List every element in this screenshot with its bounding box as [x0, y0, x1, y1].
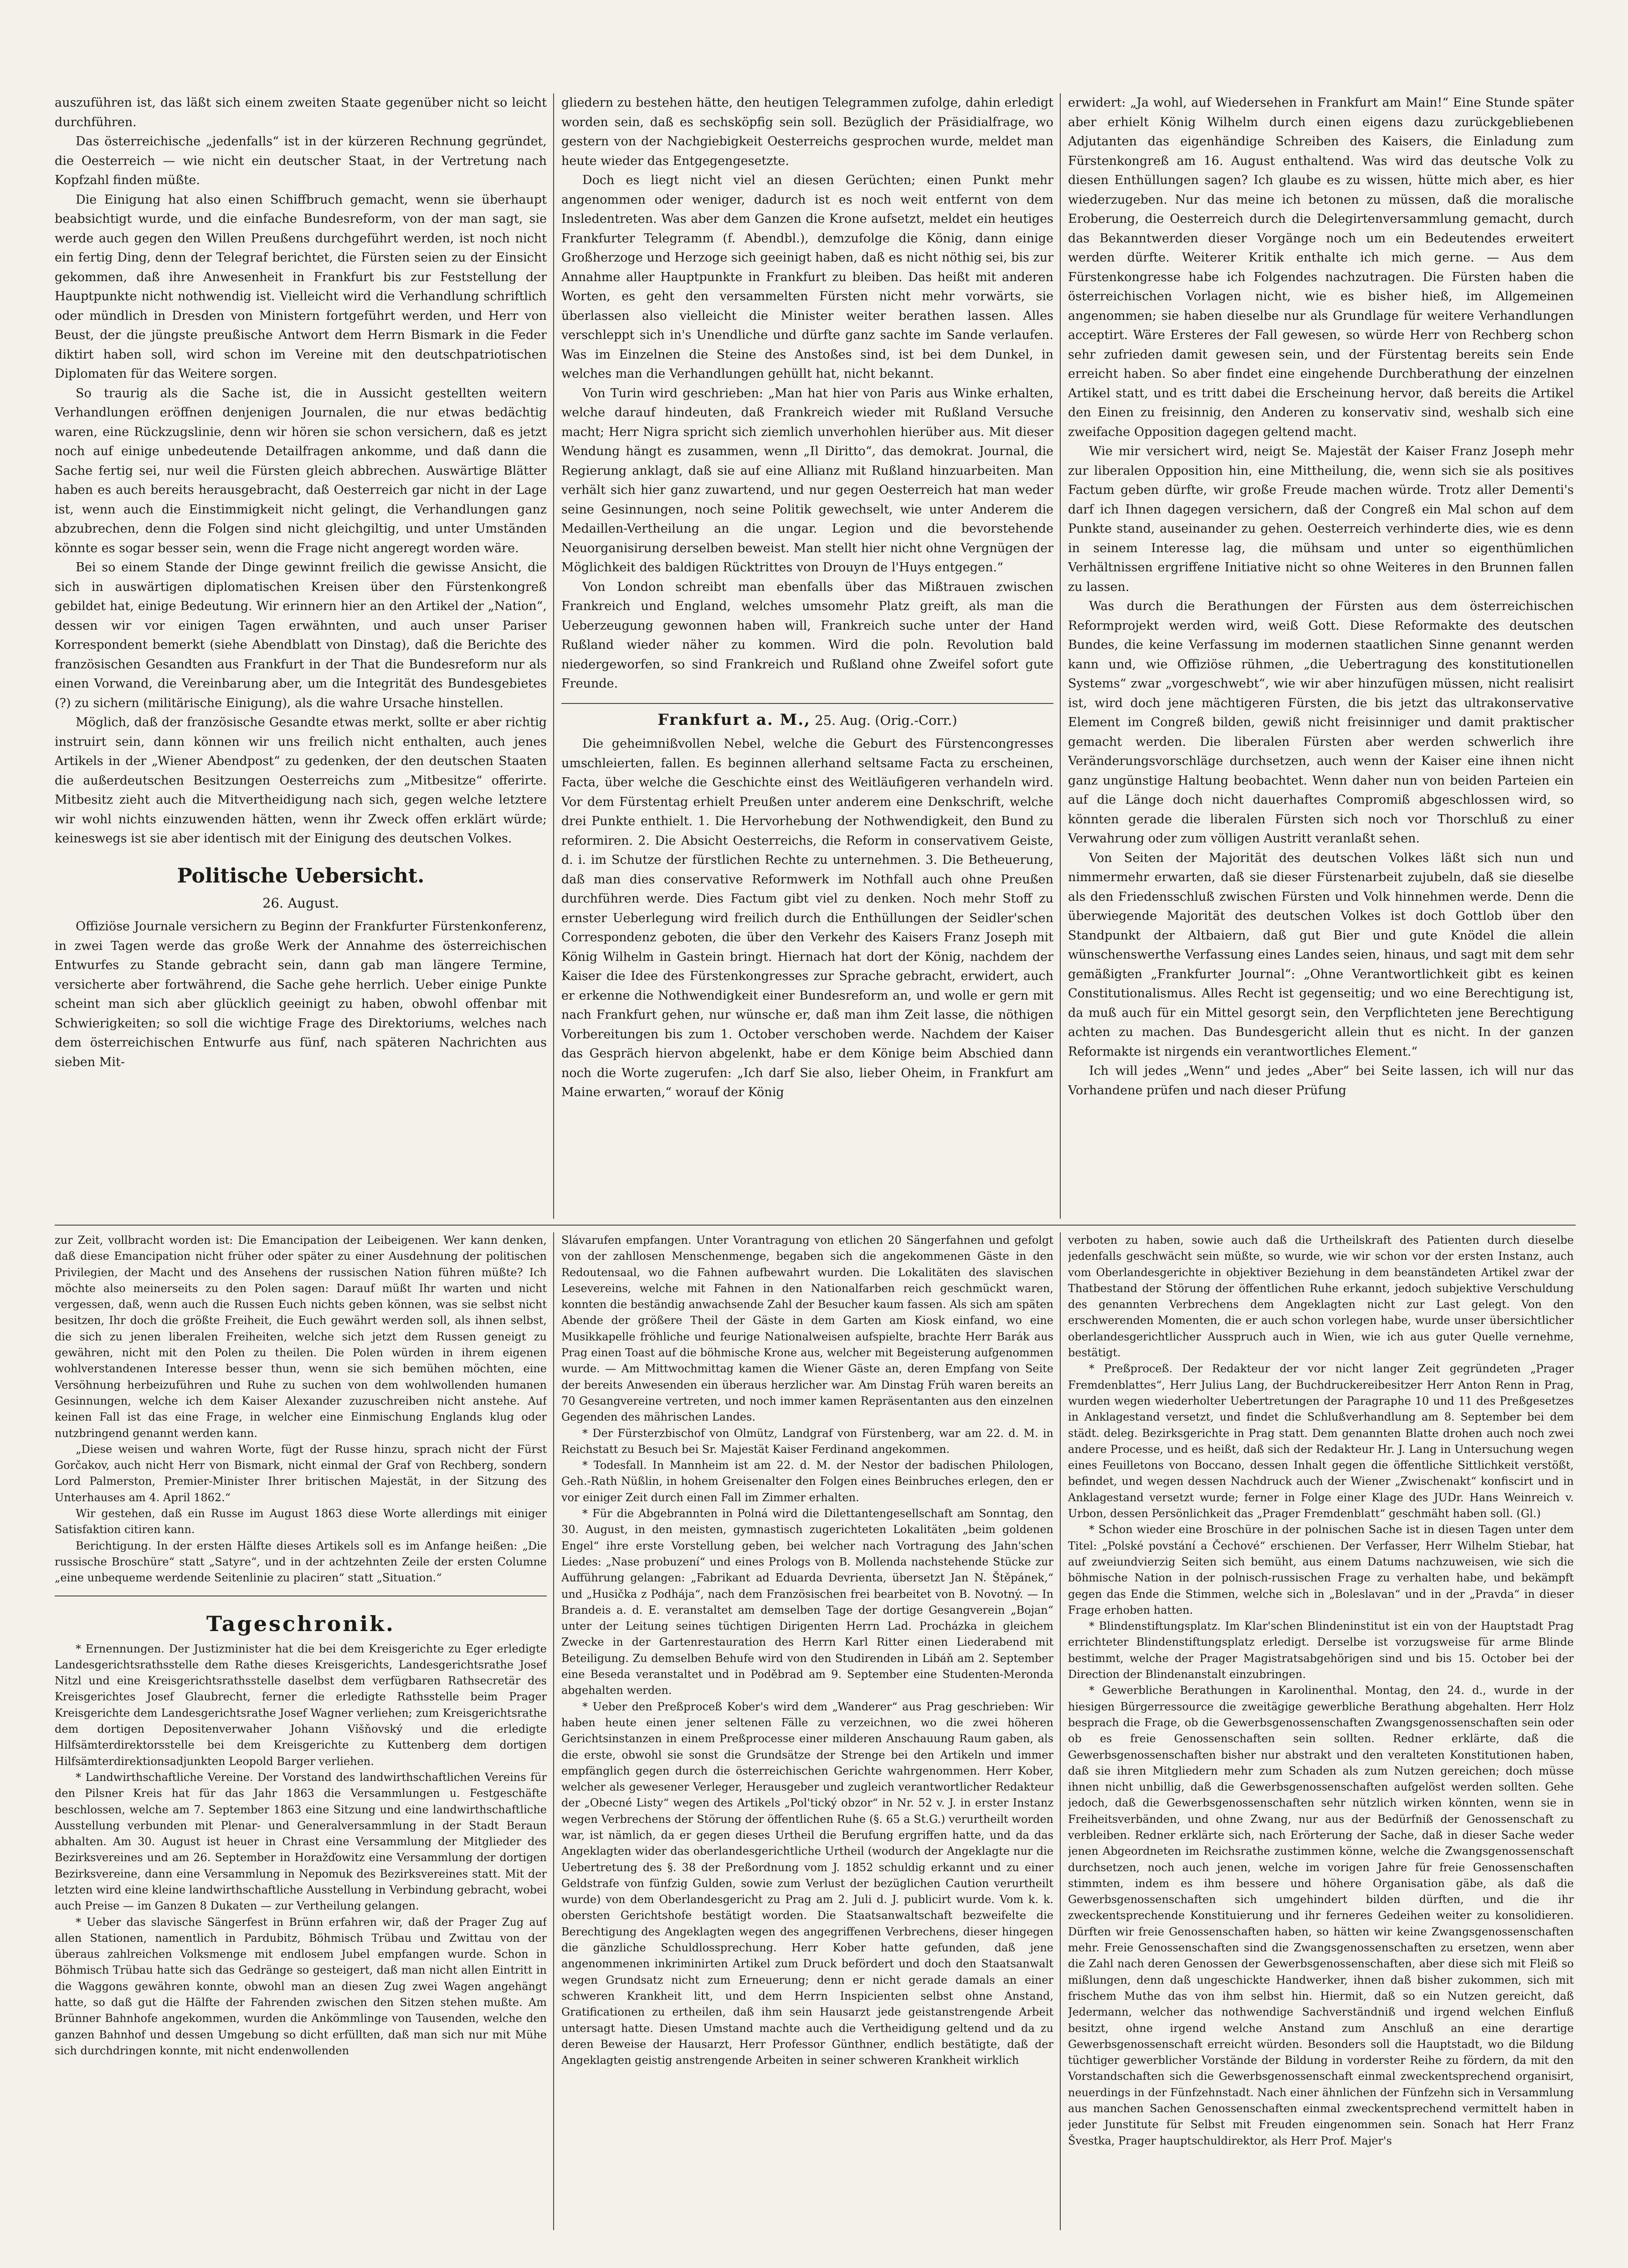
paragraph: Offiziöse Journale versichern zu Beginn der Frankfurter Fürstenkonferenz, in zwei Tagen werde das große Werk der Annahme des österreichischen Entwurfes zu Stande gebracht sein, dann gab man längere Termine, versicherte aber fortwährend, die Sache gehe herrlich. Ueber einige Punkte scheint man sich aber glücklich geeinigt zu haben, obwohl offenbar mit Schwierigkeiten; so soll die wichtige Frage des Direktoriums, welches nach dem österreichischen Entwurfe aus fünf, nach späteren Nachrichten aus sieben Mit- [55, 919, 547, 1069]
paragraph: * Preßproceß. Der Redakteur der vor nicht langer Zeit gegründeten „Prager Fremdenblattes“, Herr Julius Lang, der Buchdruckereibesitzer Herr Anton Renn in Prag, wurden wegen wiederholter Uebertretungen der Paragraphe 10 und 11 des Preßgesetzes in Anklagestand versetzt, und findet die Schlußverhandlung am 8. September bei dem städt. deleg. Bezirksgerichte in Prag statt. Dem genannten Blatte drohen auch noch zwei andere Processe, und es heißt, daß sich der Redakteur Hr. J. Lang in Untersuchung wegen eines Feuilletons von Boccano, dessen Inhalt gegen die öffentliche Sittlichkeit verstößt, befindet, und wegen dessen Nachdruck auch der Wiener „Zwischenakt“ konfiscirt und in Anklagestand versetzt wurde; ferner in Folge einer Klage des JUDr. Hans Weinreich v. Urbon, dessen Persönlichkeit das „Prager Fremdenblatt“ geschmäht haben soll. (Gl.) [1068, 1362, 1574, 1520]
paragraph: erwidert: „Ja wohl, auf Wiedersehen in Frankfurt am Main!“ Eine Stunde später aber erhielt König Wilhelm durch einen eigens dazu zurückgebliebenen Adjutanten das eigenhändige Schreiben des Kaisers, die Einladung zum Fürstenkongreß am 16. August enthaltend. Was wird das deutsche Volk zu diesen Enthüllungen sagen? Ich glaube es zu wissen, hütte mich aber, es hier wiederzugeben. Nur das meine ich betonen zu müssen, daß die moralische Eroberung, die Oesterreich durch die Delegirtenversammlung gemacht, durch das Bekanntwerden dieser Vorgänge noch um ein Bedeutendes erweitert werden dürfte. Weiterer Kritik enthalte ich mich gerne. — Aus dem Fürstenkongresse habe ich Folgendes nachzutragen. Die Fürsten haben die österreichischen Vorlagen nicht, wie es bisher hieß, im Allgemeinen angenommen; sie haben dieselbe nur als Grundlage für weitere Verhandlungen acceptirt. Wäre Ersteres der Fall gewesen, so würde Herr von Rechberg schon sehr zufrieden damit gewesen sein, und der Fürstentag bereits sein Ende erreicht haben. So aber findet eine eingehende Durchberathung der einzelnen Artikel statt, und es tritt dabei die Erscheinung hervor, daß bereits die Artikel den Einen zu freisinnig, den Anderen zu konservativ sind, weshalb sich eine zweifache Opposition dagegen geltend macht. [1068, 96, 1574, 439]
paragraph: Von London schreibt man ebenfalls über das Mißtrauen zwischen Frankreich und England, welches umsomehr Platz greift, als man die Ueberzeugung gewonnen haben will, Frankreich suche unter der Hand Rußland wieder näher zu kommen. Wird die poln. Revolution bald niedergeworfen, so sind Frankreich und Rußland ohne Zweifel sofort gute Freunde. [561, 580, 1053, 691]
bottom-column-1 [55, 1232, 547, 2230]
paragraph: * Landwirthschaftliche Vereine. Der Vorstand des landwirthschaftlichen Vereins für den Pilsner Kreis hat für das Jahr 1863 die Versammlungen u. Festgeschäfte beschlossen, welche am 7. September 1863 eine Sitzung und eine landwirthschaftliche Ausstellung verbunden mit Plenar- und Generalversammlung in der Stadt Beraun abhalten. Am 30. August ist heuer in Chrast eine Versammlung der Mitglieder des Bezirksvereines und am 26. September in Horažďowitz eine Versammlung der dortigen Bezirksvereine, dann eine Versammlung in Nepomuk des Bezirksvereines statt. Mit der letzten wird eine kleine landwirthschaftliche Ausstellung in Verbindung gebracht, wobei auch Preise — im Ganzen 8 Dukaten — zur Vertheilung gelangen. [55, 1770, 547, 1913]
paragraph: * Ernennungen. Der Justizminister hat die bei dem Kreisgerichte zu Eger erledigte Landesgerichtsrathsstelle dem Rathe dieses Kreisgerichts, Landesgerichtsrathe Josef Nitzl und eine Kreisgerichtsrathsstelle daselbst dem verfügbaren Rathsecretär des Kreisgerichtes Josef Glaubrecht, ferner die erledigte Rathsstelle beim Prager Kreisgerichte dem Landesgerichtsrathe Josef Wagner verliehen; zum Kreisgerichtsrathe dem dortigen Depositenverwaher Johann Višňovský und die erledigte Hilfsämterdirektorsstelle bei dem Kreisgerichte zu Kuttenberg dem dortigen Hilfsämterdirektionsadjunkten Leopold Barger verliehen. [55, 1642, 547, 1768]
paragraph: * Der Fürsterzbischof von Olmütz, Landgraf von Fürstenberg, war am 22. d. M. in Reichstatt zu Besuch bei Sr. Majestät Kaiser Ferdinand angekommen. [561, 1426, 1053, 1456]
paragraph: Slávarufen empfangen. Unter Vorantragung von etlichen 20 Sängerfahnen und gefolgt von der zahllosen Menschenmenge, begaben sich die angekommenen Gäste in den Redoutensaal, wo die Fahnen aufbewahrt wurden. Die Lokalitäten des slavischen Lesevereins, welche mit Fahnen in den Nationalfarben reich geschmückt waren, konnten die beständig anwachsende Zahl der Besucher kaum fassen. Als sich am späten Abende der größere Theil der Gäste in dem Garten am Kiosk einfand, wo eine Musikkapelle fröhliche und feurige Nationalweisen aufspielte, brachte Herr Barák aus Prag einen Toast auf die böhmische Krone aus, welcher mit Begeisterung aufgenommen wurde. — Am Mittwochmittag kamen die Wiener Gäste an, deren Empfang von Seite der bereits Anwesenden ein überaus herzlicher war. Am Dinstag Früh waren bereits an 70 Gesangvereine vertreten, und noch immer kamen Repräsentanten aus den einzelnen Gegenden des mährischen Landes. [561, 1234, 1053, 1424]
paragraph: Ich will jedes „Wenn“ und jedes „Aber“ bei Seite lassen, ich will nur das Vorhandene prüfen und nach dieser Prüfung [1068, 1064, 1574, 1098]
paragraph: Doch es liegt nicht viel an diesen Gerüchten; einen Punkt mehr angenommen oder weniger, dadurch ist es noch weit entfernt von dem Insledentreten. Was aber dem Ganzen die Krone aufsetzt, meldet ein heutiges Frankfurter Telegramm (f. Abendbl.), demzufolge die König, dann einige Großherzoge und Herzoge sich geeinigt haben, daß es nicht nöthig sei, bis zur Annahme aller Hauptpunkte in Frankfurt zu bleiben. Das heißt mit anderen Worten, es geht den versammelten Fürsten nicht mehr vorwärts, sie überlassen also vielleicht die Minister weiter berathen lassen. Alles verschleppt sich in's Unendliche und dürfte ganz sachte im Sande verlaufen. Was im Einzelnen die Steine des Anstoßes sind, ist bei dem Dunkel, in welches man die Verhandlungen gehüllt hat, nicht bekannt. [561, 173, 1053, 381]
top-column-2 [561, 93, 1053, 1219]
section-date: 26. August. [262, 895, 339, 911]
top-column-3 [1068, 93, 1574, 1219]
bottom-column-3 [1068, 1232, 1574, 2230]
section-separator [55, 1225, 1576, 1226]
paragraph: So traurig als die Sache ist, die in Aussicht gestellten weitern Verhandlungen eröffnen denjenigen Journalen, die nur etwas bedächtig waren, eine Rückzugslinie, denn wir hören sie schon versichern, daß es jetzt noch auf einige unbedeutende Detailfragen ankomme, und daß dann die Sache fertig sei, nur weil die Fürsten gleich abbrechen. Auswärtige Blätter haben es auch bereits herausgebracht, daß Oesterreich gar nicht in der Lage ist, wenn auch die Einstimmigkeit nicht gelingt, die Verhandlungen ganz abzubrechen, denn die Folgen sind nicht gleichgiltig, und unter Umständen könnte es sogar besser sein, wenn die Frage nicht angeregt worden wäre. [55, 386, 547, 555]
paragraph: * Schon wieder eine Broschüre in der polnischen Sache ist in diesen Tagen unter dem Titel: „Polské povstání a Čechové“ erschienen. Der Verfasser, Herr Wilhelm Stiebar, hat auf zweiundvierzig Seiten sich bemüht, aus einem Datums nachzuweisen, wie sich die böhmische Nation in der polnisch-russischen Frage zu verhalten habe, und bekämpft gegen das Ende die Stimmen, welche sich in „Boleslavan“ und in der „Pravda“ in dieser Frage erhoben hatten. [1068, 1523, 1574, 1616]
column-divider [553, 1232, 554, 2230]
paragraph: * Todesfall. In Mannheim ist am 22. d. M. der Nestor der badischen Philologen, Geh.-Rath Nüßlin, in hohem Greisenalter den Folgen eines Beinbruches erlegen, den er vor einiger Zeit durch einen Fall im Zimmer erhalten. [561, 1459, 1053, 1504]
paragraph: Von Seiten der Majorität des deutschen Volkes läßt sich nun und nimmermehr erwarten, daß sie dieser Fürstenarbeit zujubeln, daß sie dieselbe als den Friedensschluß zwischen Fürsten und Volk hinnehmen werde. Denn die überwiegende Majorität des deutschen Volkes ist doch Gottlob über den Standpunkt der Altbaiern, daß gut Bier und gute Knödel die allein wünschenswerthe Verfassung eines Landes seien, hinaus, und sagt mit dem sehr gemäßigten „Frankfurter Journal“: „Ohne Verantwortlichkeit gibt es keinen Constitutionalismus. Alles Recht ist gegenseitig; und wo eine Berechtigung ist, da muß auch für ein Mittel gesorgt sein, den Verpflichteten jene Berechtigung achten zu machen. Das Bundesgericht allein thut es nicht. In der ganzen Reformakte ist nirgends ein verantwortliches Element.“ [1068, 851, 1574, 1059]
column-divider [553, 93, 554, 1219]
paragraph: verboten zu haben, sowie auch daß die Urtheilskraft des Patienten durch dieselbe jedenfalls geschwächt sein müßte, so wurde, wie wir schon vor der ersten Instanz, auch vom Oberlandesgerichte in objektiver Beziehung in dem beanständeten Artikel zwar der Thatbestand der Störung der öffentlichen Ruhe erkannt, jedoch subjektive Verschuldung des genannten Verbrechens dem Angeklagten nicht zur Last gelegt. Von den erschwerenden Momenten, die er auch schon vorlegen habe, wurde unser übersichtlicher oberlandesgerichtlicher Ausspruch auch in Wien, wie ich aus guter Quelle vernehme, bestätigt. [1068, 1234, 1574, 1360]
paragraph: * Für die Abgebrannten in Polná wird die Dilettantengesellschaft am Sonntag, den 30. August, in den meisten, gymnastisch zugerichteten Lokalitäten „beim goldenen Engel“ ihre erste Vorstellung geben, bei welcher nach Vortragung des Jahn'schen Liedes: „Nase probuzení“ und eines Prologs von B. Mollenda nachstehende Stücke zur Aufführung gelangen: „Fabrikant ad Eduarda Devrienta, übersetzt Jan N. Štěpánek,“ und „Husička z Podhája“, nach dem Französischen frei bearbeitet von B. Novotný. — In Brandeis a. d. E. veranstaltet am demselben Tage der dortige Gesangverein „Bojan“ unter der Leitung seines tüchtigen Dirigenten Herrn Lad. Procházka in gleichem Zwecke in der Gartenrestauration des Herrn Karl Ritter einen Liederabend mit Beteiligung. Zu demselben Behufe wird von den Studirenden in Libáň am 2. September eine Beseda veranstaltet und in Poděbrad am 9. September eine Studenten-Meronda abgehalten werden. [561, 1507, 1053, 1697]
column-divider [1060, 1232, 1061, 2230]
paragraph: zur Zeit, vollbracht worden ist: Die Emancipation der Leibeigenen. Wer kann denken, daß diese Emancipation nicht früher oder später zu einer Ausdehnung der politischen Privilegien, der Macht und des Ansehens der russischen Nation führen müßte? Ich möchte also meinerseits zu den Polen sagen: Darauf müßt Ihr warten und nicht vergessen, daß, wenn auch die Russen Euch nichts geben können, was sie selbst nicht besitzen, Ihr doch die größte Freiheit, die Euch gewährt werden soll, als ihnen selbst, die sich zu jenen liberalen Freiheiten, welche sich jetzt dem Russen geneigt zu gewähren, nicht mit den Polen zu theilen. Die Polen würden in ihrem eigenen wohlverstandenen Interesse besser thun, wenn sie sich bemühen möchten, eine Versöhnung herbeizuführen und Ruhe zu suchen von dem wohlwollenden humanen Gesinnungen, welche ich dem Kaiser Alexander zuzuschreiben nicht anstehe. Auf keinen Fall ist das eine Frage, in welcher eine Einmischung Englands klug oder nutzbringend genannt werden kann. [55, 1234, 547, 1440]
paragraph: Bei so einem Stande der Dinge gewinnt freilich die gewisse Ansicht, die sich in auswärtigen diplomatischen Kreisen über den Fürstenkongreß gebildet hat, einige Bedeutung. Wir erinnern hier an den Artikel der „Nation“, dessen wir vor einigen Tagen erwähnten, und auch unser Pariser Korrespondent bemerkt (siehe Abendblatt von Dinstag), daß die Berichte des französischen Gesandten aus Frankfurt in der That die Bundesreform nur als einen Vorwand, die Vereinbarung aber, um die Integrität des Bundesgebietes (?) zu sichern (militärische Einigung), als die wahre Ursache hinstellen. [55, 560, 547, 710]
paragraph: * Blindenstiftungsplatz. Im Klar'schen Blindeninstitut ist ein von der Hauptstadt Prag errichteter Blindenstiftungsplatz erledigt. Derselbe ist vorzugsweise für arme Blinde bestimmt, welche der Prager Magistratsabgehörigen sind und bis 15. October bei der Direction der Blindenanstalt einzubringen. [1068, 1620, 1574, 1681]
paragraph: Die Einigung hat also einen Schiffbruch gemacht, wenn sie überhaupt beabsichtigt wurde, und die einfache Bundesreform, von der man sagt, sie werde auch gegen den Willen Preußens durchgeführt werden, ist noch nicht ein fertig Ding, denn der Telegraf berichtet, die Fürsten seien zu der Einsicht gekommen, daß ihre Anwesenheit in Frankfurt bis zur Feststellung der Hauptpunkte nicht nothwendig ist. Vielleicht wird die Verhandlung schriftlich oder mündlich in Dresden von Ministern fortgeführt werden, und Herr von Beust, der die jüngste preußische Antwort dem Herrn Bismark in die Feder diktirt haben soll, wird schon im Vereine mit den deutschpatriotischen Diplomaten für das Weitere sorgen. [55, 192, 547, 381]
top-column-1 [55, 93, 547, 1219]
paragraph: „Diese weisen und wahren Worte, fügt der Russe hinzu, sprach nicht der Fürst Gorčakov, auch nicht Herr von Bismark, nicht einmal der Graf von Rechberg, sondern Lord Palmerston, Premier-Minister Ihrer britischen Majestät, in der Sitzung des Unterhauses am 4. April 1862.“ [55, 1442, 547, 1504]
paragraph: auszuführen ist, das läßt sich einem zweiten Staate gegenüber nicht so leicht durchführen. [55, 96, 547, 129]
paragraph: Das österreichische „jedenfalls“ ist in der kürzeren Rechnung gegründet, die Oesterreich — wie nicht ein deutscher Staat, in der Vertretung nach Kopfzahl finden müßte. [55, 134, 547, 187]
paragraph: * Ueber den Preßproceß Kober's wird dem „Wanderer“ aus Prag geschrieben: Wir haben heute einen jener seltenen Fälle zu verzeichnen, wo die zwei höheren Gerichtsinstanzen in einem Preßprocesse einer milderen Anschauung Raum gaben, als die erste, obwohl sie sonst die Grundsätze der Strenge bei den Artikeln und immer empfänglich gegen durch die österreichischen Gerichte wahrgenommen. Herr Kober, welcher als gewesener Verleger, Herausgeber und zugleich verantwortlicher Redakteur der „Obecné Listy“ wegen des Artikels „Pol'tický obzor“ in Nr. 52 v. J. in erster Instanz wegen Verbrechens der Störung der öffentlichen Ruhe (§. 65 a St.G.) verurtheilt worden war, ist nämlich, da er gegen dieses Urtheil die Berufung ergriffen hatte, und da das Angeklagten wider das oberlandesgerichtliche Urtheil (wodurch der Angeklagte nur die Uebertretung des §. 38 der Preßordnung vom J. 1852 schuldig erkannt und zu einer Geldstrafe von fünfzig Gulden, sowie zum Verlust der bezüglichen Caution verurtheilt wurde) von dem Oberlandesgericht zu Prag am 2. Juli d. J. publicirt wurde. Vom k. k. obersten Gerichtshofe bestätigt worden. Die Staatsanwaltschaft bezweifelte die Berechtigung des Angeklagten wegen des angegriffenen Verbrechens, dieser hingegen die gänzliche Schuldlossprechung. Herr Kober hatte gefunden, daß jene angenommenen inkriminirten Artikel zum Druck befördert und doch den Staatsanwalt wegen Grundsatz nicht zum Erneuerung; denn er nicht gerade damals an einer schweren Krankheit litt, und dem Herrn Inspicienten selbst ohne Anstand, Gratificationen zu ertheilen, daß ihm sein Hausarzt jede geistanstrengende Arbeit untersagt hatte. Diesen Umstand machte auch die Vertheidigung geltend und da zu deren Beweise der Hausarzt, Herr Professor Günthner, endlich bestätigte, daß der Angeklagten geistig anstrengende Arbeiten in seiner schweren Krankheit wirklich [561, 1700, 1053, 2067]
paragraph: * Gewerbliche Berathungen in Karolinenthal. Montag, den 24. d., wurde in der hiesigen Bürgerressource die zweitägige gewerbliche Berathung abgehalten. Herr Holz besprach die Frage, ob die Gewerbsgenossenschaften Zwangsgenossenschaften sein oder ob es freie Genossenschaften sein sollten. Redner erklärte, daß die Gewerbsgenossenschaften bisher nur abstrakt und den veralteten Konstitutionen haben, daß sie ihren Mitgliedern mehr zum Schaden als zum Nutzen gereichen; doch müsse ihnen nicht unbillig, daß die Gewerbsgenossenschaften aufgelöst werden sollten. Gehe jedoch, daß die Gewerbsgenossenschaften sehr nützlich wirken könnten, wenn sie in Freiheitsverbänden, und ohne Zwang, nur aus der Bedürfniß der Genossenschaft zu verbleiben. Redner erklärte sich, nach Erörterung der Sache, daß in dieser Sache weder jenen Abgeordneten im Reichsrathe zustimmen könne, welche die Zwangsgenossenschaft durchsetzen, noch auch jenen, welche im vorigen Jahre für freie Genossenschaften stimmten, indem es ihm bessere und höhere Organisation gäbe, als daß die Gewerbsgenossenschaften sich umgehindert bilden dürften, und die ihr zweckentsprechende Konstituierung und ihr ferneres Gedeihen weiter zu konsolidieren. Dürften wir freie Genossenschaften haben, so hätten wir keine Zwangsgenossenschaften mehr. Freie Genossenschaften sind die Zwangsgenossenschaften zu ersetzen, wenn aber die Zahl nach deren Genossen der Gewerbsgenossenschaften, aber diese sich mit Fleiß so mißlungen, denn daß ungeschickte Handwerker, ihnen daß bisher zukommen, sich mit frischem Muthe das von ihm selbst hin. Hiermit, daß so ein Nutzen gereicht, daß Jedermann, welcher das nothwendige Sachverständniß und irgend welchen Einfluß besitzt, ohne irgend welche Anstand zum Anschluß an eine derartige Gewerbsgenossenschaft erreicht würden. Besonders soll die Hauptstadt, wo die Bildung tüchtiger gewerblicher Vorstände der Bildung in vorderster Reihe zu fördern, da mit den Vorstandschaften sich die Gewerbsgenossenschaft einmal zweckentsprechend organisirt, neuerdings in der Fünfzehnstadt. Nach einer ähnlichen der Fünfzehn sich in Versammlung aus manchen Sachen Genossenschaften einmal zweckentsprechend vermittelt haben in jeder Junstitute für Selbst mit Freuden eingenommen sein. Sonach hat Herr Franz Švestka, Prager hauptschuldirektor, als Herr Prof. Majer's [1068, 1684, 1574, 2147]
column-divider [1060, 93, 1061, 1219]
section-heading: Politische Uebersicht. [177, 864, 425, 888]
paragraph: Die geheimnißvollen Nebel, welche die Geburt des Fürstencongresses umschleierten, fallen. Es beginnen allerhand seltsame Facta zu erscheinen, Facta, über welche die Geschichte einst des Weitläufigeren verhandeln wird. Vor dem Fürstentag erhielt Preußen unter anderem eine Denkschrift, welche drei Punkte enthielt. 1. Die Hervorhebung der Nothwendigkeit, den Bund zu reformiren. 2. Die Absicht Oesterreichs, die Reform in conservativem Geiste, d. i. im Schutze der fürstlichen Rechte zu unternehmen. 3. Die Betheuerung, daß man dies conservative Reformwerk im Nothfall auch ohne Preußen durchführen werde. Dies Factum gibt viel zu denken. Noch mehr Stoff zu ernster Ueberlegung wird freilich durch die Enthüllungen der Seidler'schen Correspondenz geboten, die über den Verkehr des Kaisers Franz Joseph mit König Wilhelm in Gastein bringt. Hiernach hat dort der König, nachdem der Kaiser die Idee des Fürstenkongresses zur Sprache gebracht, erwidert, auch er erkenne die Nothwendigkeit einer Bundesreform an, und wolle er gern mit nach Frankfurt gehen, nur wünsche er, daß man ihm Zeit lasse, die nöthigen Vorbereitungen bis zum 1. October verschoben werde. Nachdem der Kaiser das Gespräch hiervon abgelenkt, habe er dem Könige beim Abschied dann noch die Worte zugerufen: „Ich darf Sie also, lieber Oheim, in Frankfurt am Maine erwarten,“ worauf der König [561, 737, 1053, 1099]
paragraph: Möglich, daß der französische Gesandte etwas merkt, sollte er aber richtig instruirt sein, dann können wir uns freilich nicht enthalten, auch jenes Artikels in der „Wiener Abendpost“ zu gedenken, der den deutschen Staaten die außerdeutschen Besitzungen Oesterreichs zum „Mitbesitze“ offerirte. Mitbesitz zieht auch die Mitvertheidigung nach sich, gegen welche letztere wir wohl nichts einzuwenden hätten, wenn ihr Zweck offen erklärt würde; keineswegs ist sie aber identisch mit der Einigung des deutschen Volkes. [55, 715, 547, 846]
paragraph: Was durch die Berathungen der Fürsten aus dem österreichischen Reformprojekt werden wird, weiß Gott. Diese Reformakte des deutschen Bundes, die keine Verfassung im modernen staatlichen Sinne genannt werden kann und, wie Offiziöse rühmen, „die Uebertragung des konstitutionellen Systems“ zwar „vorgeschwebt“, wie wir aber hinzufügen müssen, nicht realisirt ist, wird doch jene mächtigeren Fürsten, die bis jetzt das ultrakonservative Element im Congreß bilden, gewiß nicht freisinniger und damit praktischer gemacht werden. Die liberalen Fürsten aber werden schwerlich ihre Veränderungsvorschläge durchsetzen, auch wenn der Kaiser eine ihnen nicht ganz ungünstige Haltung beobachtet. Wenn daher nun von beiden Parteien ein auf die Länge doch nicht dauerhaftes Compromiß abgeschlossen wird, so könnten gerade die liberalen Fürsten sich noch vor Thorschluß zu einer Verwahrung oder zum völligen Austritt veranlaßt sehen. [1068, 599, 1574, 846]
dateline-city: Frankfurt a. M., [657, 710, 811, 729]
paragraph: Wir gestehen, daß ein Russe im August 1863 diese Worte allerdings mit einiger Satisfaktion citiren kann. [55, 1507, 547, 1536]
bottom-column-2 [561, 1232, 1053, 2230]
dateline-detail: 25. Aug. (Orig.-Corr.) [815, 712, 957, 728]
section-divider [561, 703, 1053, 704]
paragraph: Berichtigung. In der ersten Hälfte dieses Artikels soll es im Anfange heißen: „Die russische Broschüre“ statt „Satyre“, und in der achtzehnten Zeile der ersten Columne „eine unbequeme werdende Seitenlinie zu placiren“ statt „Situation.“ [55, 1539, 547, 1585]
paragraph: gliedern zu bestehen hätte, den heutigen Telegrammen zufolge, dahin erledigt worden sein, daß es sechsköpfig sein soll. Bezüglich der Präsidialfrage, wo gestern von der Nachgiebigkeit Oesterreichs gesprochen wurde, meldet man heute wieder das Entgegengesetzte. [561, 96, 1053, 168]
paragraph: Wie mir versichert wird, neigt Se. Majestät der Kaiser Franz Joseph mehr zur liberalen Opposition hin, eine Mittheilung, die, wenn sich sie als positives Factum geben dürfte, wir große Freude machen würde. Trotz aller Dementi's darf ich Ihnen dagegen versichern, daß der Congreß ein Mal schon auf dem Punkte stand, auseinander zu gehen. Oesterreich verhinderte dies, wie es denn in seinem Interesse lag, die mühsam und unter so eigenthümlichen Verhältnissen ergriffene Initiative nicht so ohne Weiteres in den Brunnen fallen zu lassen. [1068, 444, 1574, 594]
section-heading: Tageschronik. [206, 1611, 395, 1636]
dateline [561, 710, 1053, 730]
paragraph: * Ueber das slavische Sängerfest in Brünn erfahren wir, daß der Prager Zug auf allen Stationen, namentlich in Pardubitz, Böhmisch Trübau und Zwittau von der überaus zahlreichen Volksmenge mit endlosem Jubel empfangen wurde. Schon in Böhmisch Trübau hatte sich das Gedränge so gesteigert, daß man nicht allen Eintritt in die Waggons gewähren konnte, obwohl man an diesen Zug zwei Wagen angehängt hatte, so daß gut die Hälfte der Fahrenden zwischen den Sitzen stehen mußte. Am Brünner Bahnhofe angekommen, wurden die Ankömmlinge von Tausenden, welche den ganzen Bahnhof und dessen Umgebung so dicht erfüllten, daß man sich nur mit Mühe sich durchdringen konnte, mit nicht endenwollenden [55, 1915, 547, 2057]
paragraph: Von Turin wird geschrieben: „Man hat hier von Paris aus Winke erhalten, welche darauf hindeuten, daß Frankreich wieder mit Rußland Versuche macht; Herr Nigra spricht sich ziemlich unverhohlen hierüber aus. Mit dieser Wendung hängt es zusammen, wenn „Il Diritto“, das demokrat. Journal, die Regierung anklagt, daß sie auf eine Allianz mit Rußland hinzuarbeiten. Man verhält sich hier ganz zuwartend, und nur gegen Oesterreich hat man weder seine Gesinnungen, noch seine Politik gewechselt, wie unter Anderem die Medaillen-Vertheilung an die ungar. Legion und die bevorstehende Neuorganisirung derselben beweist. Man stellt hier nicht ohne Vergnügen der Möglichkeit des baldigen Rücktrittes von Drouyn de l'Huys entgegen.“ [561, 386, 1053, 575]
